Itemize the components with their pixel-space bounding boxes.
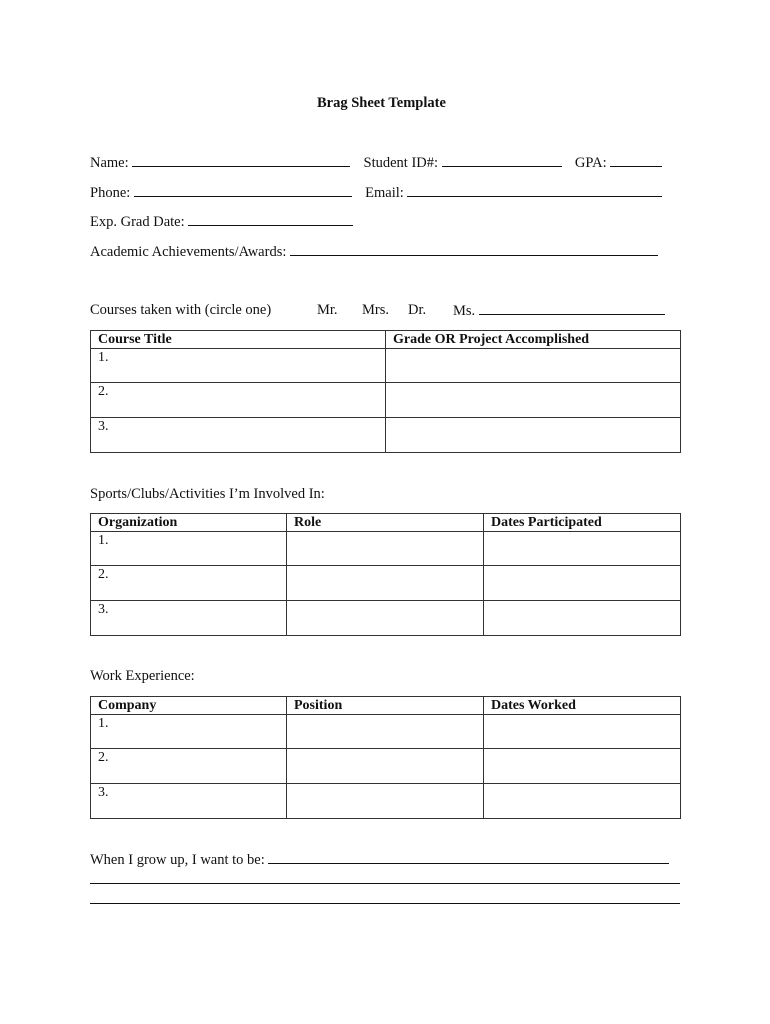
future-row xyxy=(90,850,669,869)
table-cell[interactable] xyxy=(287,784,484,819)
courses-table xyxy=(90,330,681,453)
phone-field[interactable] xyxy=(134,183,352,197)
table-cell[interactable] xyxy=(386,349,681,383)
table-cell[interactable]: 3. xyxy=(91,418,386,453)
name-row xyxy=(90,153,662,172)
grad-date-label: Exp. Grad Date: xyxy=(90,214,185,230)
column-header: Course Title xyxy=(91,331,386,349)
table-row xyxy=(91,749,681,784)
table-cell[interactable] xyxy=(484,715,681,749)
table-row xyxy=(91,784,681,819)
table-cell[interactable]: 2. xyxy=(91,566,287,601)
table-header-row xyxy=(91,514,681,532)
grad-date-field[interactable] xyxy=(188,212,353,226)
table-cell[interactable] xyxy=(287,715,484,749)
achievements-row xyxy=(90,242,658,261)
title-option-mr[interactable]: Mr. xyxy=(317,302,338,318)
table-row xyxy=(91,601,681,636)
answer-line[interactable] xyxy=(90,903,680,904)
column-header: Company xyxy=(91,697,287,715)
teacher-name-field[interactable] xyxy=(479,301,665,315)
title-option-ms[interactable]: Ms. xyxy=(453,303,476,319)
column-header: Organization xyxy=(91,514,287,532)
courses-prompt: Courses taken with (circle one) xyxy=(90,302,272,318)
answer-line[interactable] xyxy=(90,883,680,884)
table-row xyxy=(91,383,681,418)
page-title: Brag Sheet Template xyxy=(317,95,446,111)
table-cell[interactable] xyxy=(484,532,681,566)
gpa-label: GPA: xyxy=(574,155,607,171)
table-cell[interactable] xyxy=(484,566,681,601)
phone-row xyxy=(90,183,662,202)
email-label: Email: xyxy=(365,185,404,201)
table-cell[interactable] xyxy=(287,749,484,784)
email-field[interactable] xyxy=(407,183,662,197)
table-cell[interactable] xyxy=(484,601,681,636)
table-cell[interactable]: 1. xyxy=(91,715,287,749)
activities-table xyxy=(90,513,681,636)
table-cell[interactable] xyxy=(386,418,681,453)
gpa-field[interactable] xyxy=(610,153,662,167)
column-header: Dates Participated xyxy=(484,514,681,532)
table-cell[interactable]: 1. xyxy=(91,532,287,566)
column-header: Grade OR Project Accomplished xyxy=(386,331,681,349)
achievements-field[interactable] xyxy=(290,242,658,256)
student-id-field[interactable] xyxy=(442,153,562,167)
table-cell[interactable]: 2. xyxy=(91,749,287,784)
table-row xyxy=(91,418,681,453)
table-cell[interactable] xyxy=(386,383,681,418)
column-header: Position xyxy=(287,697,484,715)
name-label: Name: xyxy=(90,155,129,171)
work-heading: Work Experience: xyxy=(90,668,195,684)
table-cell[interactable]: 3. xyxy=(91,601,287,636)
table-cell[interactable] xyxy=(287,601,484,636)
achievements-label: Academic Achievements/Awards: xyxy=(90,244,287,260)
table-cell[interactable]: 1. xyxy=(91,349,386,383)
table-cell[interactable] xyxy=(484,784,681,819)
title-option-ms-row xyxy=(453,301,665,320)
courses-prompt-row xyxy=(90,301,271,319)
table-header-row xyxy=(91,697,681,715)
work-table xyxy=(90,696,681,819)
table-header-row xyxy=(91,331,681,349)
title-option-dr[interactable]: Dr. xyxy=(408,302,427,318)
column-header: Dates Worked xyxy=(484,697,681,715)
future-field[interactable] xyxy=(268,850,669,864)
grad-date-row xyxy=(90,212,353,231)
table-row xyxy=(91,349,681,383)
table-cell[interactable] xyxy=(484,749,681,784)
table-row xyxy=(91,532,681,566)
table-cell[interactable] xyxy=(287,532,484,566)
phone-label: Phone: xyxy=(90,185,131,201)
table-cell[interactable] xyxy=(287,566,484,601)
title-option-mrs[interactable]: Mrs. xyxy=(362,302,389,318)
table-row xyxy=(91,566,681,601)
name-field[interactable] xyxy=(132,153,350,167)
student-id-label: Student ID#: xyxy=(363,155,439,171)
future-prompt: When I grow up, I want to be: xyxy=(90,852,265,868)
table-cell[interactable]: 3. xyxy=(91,784,287,819)
column-header: Role xyxy=(287,514,484,532)
table-cell[interactable]: 2. xyxy=(91,383,386,418)
activities-heading: Sports/Clubs/Activities I’m Involved In: xyxy=(90,486,325,502)
table-row xyxy=(91,715,681,749)
